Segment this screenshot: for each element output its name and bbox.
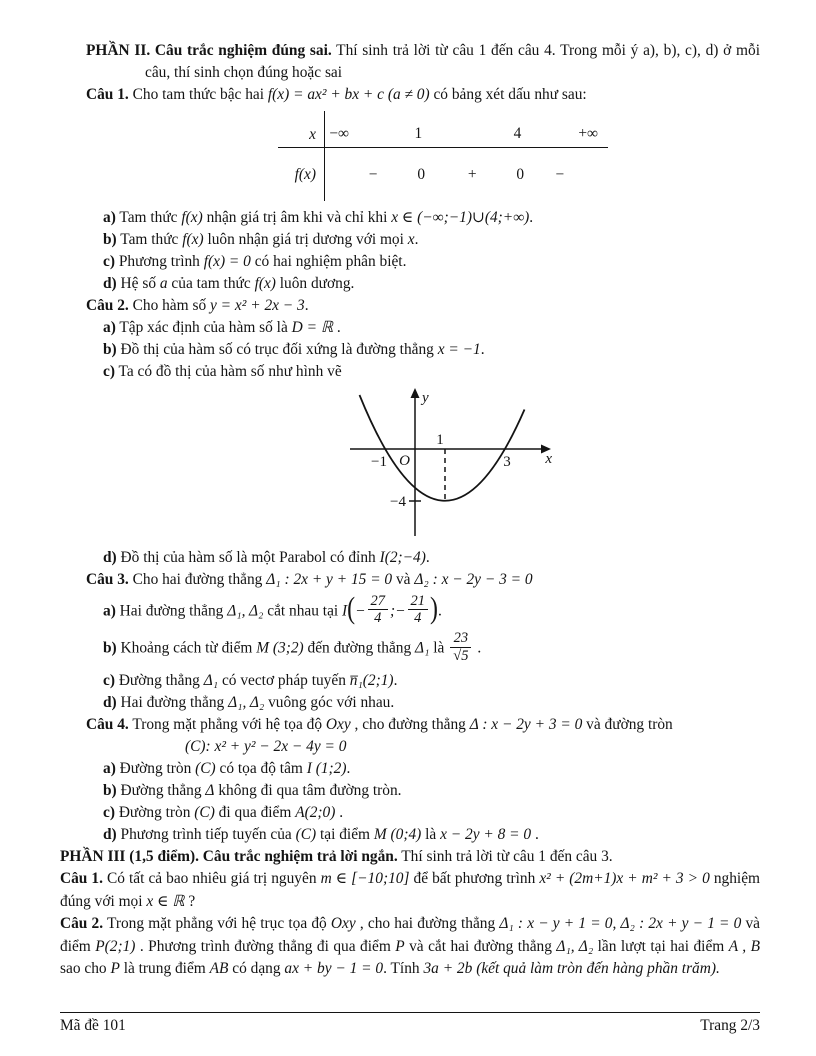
segment-bold: d) [103, 825, 117, 843]
segment-text: Trong mặt phẳng với hệ tọa độ [128, 715, 326, 733]
segment-math: 3a + 2b [423, 960, 473, 978]
segment-math: Δ₁, Δ₂ [228, 693, 265, 711]
segment-bold: Câu 1. [86, 86, 129, 103]
segment-math: Δ₁ [203, 671, 219, 689]
segment-text: lần lượt tại hai điểm [593, 937, 729, 955]
segment-math: ;− [390, 602, 406, 620]
segment-text: có vectơ pháp tuyến [218, 671, 350, 689]
segment-math: Δ₁ [415, 639, 430, 657]
segment-bold: a) [103, 602, 116, 620]
segment-math: I [342, 602, 348, 620]
segment-bold: PHẦN III (1,5 điểm). Câu trắc nghiệm trả lời ngắn. [60, 847, 398, 865]
segment-text: Đường tròn [114, 803, 195, 821]
segment-math: Δ [205, 781, 215, 799]
segment-bold: Câu 2. [60, 915, 104, 933]
segment-text: tại điểm [316, 825, 374, 843]
parabola-graph-svg [330, 387, 560, 545]
segment-bold: d) [103, 275, 117, 292]
question-line [60, 84, 760, 106]
segment-text: Có tất cả bao nhiêu giá trị nguyên [102, 870, 321, 888]
segment-text: Cho hàm số [128, 297, 210, 314]
statement-item [60, 824, 760, 846]
segment-bold: c) [103, 803, 115, 821]
sign-table-var-cell [278, 111, 325, 147]
segment-math: P(2;1) [95, 937, 136, 955]
segment-math: f(x) [254, 275, 276, 292]
var-label: x [309, 126, 316, 143]
segment-text: , cho đường thẳng [350, 715, 470, 733]
segment-bold: Câu 1. [60, 870, 103, 888]
segment-text: Trong mặt phẳng với hệ trục tọa độ [103, 915, 331, 933]
segment-italic: (kết quả làm tròn đến hàng phần trăm). [476, 960, 720, 978]
segment-text: nghiệm đúng với mọi [60, 870, 760, 910]
segment-text: . [437, 602, 442, 620]
segment-text: và cắt hai đường thẳng [404, 937, 557, 955]
segment-text: . [480, 341, 485, 358]
segment-bold: c) [103, 253, 115, 270]
segment-text: Đường thẳng [114, 671, 204, 689]
sign-table [278, 111, 608, 201]
segment-math: Oxy [330, 915, 356, 933]
fraction-denominator: 4 [368, 609, 389, 626]
question-paragraph [60, 868, 760, 913]
segment-math: (C) [194, 803, 215, 821]
statement-item [60, 229, 760, 251]
statement-item [60, 251, 760, 273]
equation-line [60, 736, 760, 758]
segment-math: Δ₁, Δ₂ [556, 937, 594, 955]
segment-text: . [333, 319, 341, 336]
segment-bold: Câu 4. [86, 715, 129, 733]
segment-text: Khoảng cách từ điểm [116, 639, 257, 657]
segment-bold: b) [103, 231, 117, 248]
graph-root-right-label: 3 [503, 454, 511, 470]
segment-math: x − 2y + 8 = 0 [440, 825, 532, 843]
segment-text: . [393, 671, 398, 689]
statement-item [60, 339, 760, 361]
segment-bold: b) [103, 341, 117, 358]
statement-item [60, 632, 760, 665]
segment-math: A(2;0) [295, 803, 336, 821]
segment-text: đến đường thẳng [303, 639, 416, 657]
segment-text: Cho tam thức bậc hai [128, 86, 268, 103]
fraction-numerator: 27 [370, 593, 386, 609]
segment-math: P [110, 960, 120, 978]
segment-text: có tọa độ tâm [215, 759, 307, 777]
sign-table-f-row [278, 148, 608, 201]
statement-item [60, 780, 760, 802]
segment-text: của tam thức [167, 275, 255, 292]
statement-item [60, 670, 760, 692]
segment-text: không đi qua tâm đường tròn. [214, 781, 402, 799]
fraction-denominator: √5 [450, 647, 471, 664]
sign-table-x-value: 4 [513, 125, 522, 142]
segment-math: M (0;4) [373, 825, 422, 843]
segment-text: Đường thẳng [116, 781, 206, 799]
segment-text: Đồ thị của hàm số có trục đối xứng là đường thẳng [116, 341, 438, 358]
segment-text: Hai đường thẳng [116, 693, 229, 711]
graph-vertex-x-label: 1 [436, 432, 444, 448]
segment-math: Oxy [325, 715, 351, 733]
segment-text: có bảng xét dấu như sau: [429, 86, 587, 103]
segment-math: Δ₁ : 2x + y + 15 = 0 [266, 571, 393, 588]
sign-table-x-value: −∞ [329, 125, 349, 142]
y-axis-arrow-icon [411, 388, 420, 398]
question-paragraph [60, 913, 760, 981]
segment-math: f(x) [181, 209, 203, 226]
segment-text: Đồ thị của hàm số là một Parabol có đỉnh [116, 549, 380, 566]
segment-text: Hai đường thẳng [115, 602, 228, 620]
sign-table-func-cell [278, 148, 325, 201]
statement-item [60, 692, 760, 714]
figure-parabola [330, 387, 560, 545]
segment-text: Hệ số [116, 275, 160, 292]
segment-text: và điểm [60, 915, 761, 955]
sign-table-x-values [325, 111, 608, 147]
segment-text: . [346, 759, 351, 777]
question-paragraph [60, 846, 760, 869]
segment-bold: Câu 2. [86, 297, 129, 314]
page-footer [60, 1012, 760, 1036]
statement-item [60, 758, 760, 780]
part2-part3-content [60, 547, 760, 981]
sign-table-x-value: +∞ [578, 125, 599, 142]
segment-math: Δ₁, Δ₂ [227, 602, 264, 620]
segment-text: là trung điểm [119, 960, 210, 978]
statement-item [60, 207, 760, 229]
fraction-numerator: 21 [410, 593, 426, 609]
segment-text: . Tính [383, 960, 424, 978]
segment-text: đi qua điểm [214, 803, 296, 821]
graph-root-left-label: −1 [371, 454, 387, 470]
sign-table-x-row [278, 111, 608, 148]
segment-math: f(x) [182, 231, 204, 248]
paren-icon: ) [430, 591, 438, 626]
question-line [60, 714, 760, 736]
segment-math: (C): x² + y² − 2x − 4y = 0 [185, 737, 347, 755]
segment-bold: a) [103, 319, 116, 336]
graph-x-label: x [545, 451, 552, 467]
segment-text: và [392, 571, 415, 588]
segment-math: − [355, 602, 366, 620]
sign-table-sign: − [555, 165, 565, 183]
segment-text: . [304, 297, 309, 314]
statement-item [60, 273, 760, 295]
segment-math: x ∈ (−∞;−1)∪(4;+∞) [391, 209, 530, 226]
statement-item [60, 361, 760, 383]
segment-math: P [395, 937, 405, 955]
page-number: Trang 2/3 [700, 1017, 760, 1034]
segment-text: và đường tròn [582, 715, 673, 733]
fraction-numerator: 23 [453, 630, 469, 647]
segment-text: luôn nhận giá trị dương với mọi [203, 231, 408, 248]
segment-bold: b) [103, 639, 117, 657]
question-line [60, 569, 760, 591]
exam-code: Mã đề 101 [60, 1017, 126, 1034]
segment-bold: a) [103, 759, 116, 777]
paren-icon: ( [347, 591, 356, 626]
statement-item [60, 317, 760, 339]
statement-item [60, 802, 760, 824]
segment-bold: Câu 3. [86, 571, 129, 588]
segment-text: nhận giá trị âm khi và chỉ khi [202, 209, 392, 226]
segment-text: để bất phương trình [409, 870, 540, 888]
segment-text: Tam thức [115, 209, 182, 226]
segment-math: x [407, 231, 415, 248]
part2-questions [60, 207, 760, 383]
sign-table-f-signs [325, 148, 608, 201]
segment-math: A , B [728, 937, 760, 955]
segment-math: x ∈ ℝ [146, 892, 185, 910]
segment-math: (C) [195, 759, 216, 777]
statement-item [60, 547, 760, 569]
segment-math: (C) [295, 825, 317, 843]
segment-text: ? [184, 892, 196, 910]
sign-table-sign: 0 [516, 165, 525, 183]
segment-math: a [159, 275, 168, 292]
fraction [406, 593, 431, 626]
segment-bold: c) [103, 363, 115, 380]
sign-table-sign: − [368, 165, 378, 183]
statement-item [60, 591, 760, 628]
segment-math: AB [209, 960, 229, 978]
segment-text: , cho hai đường thẳng [355, 915, 500, 933]
segment-text: . [529, 209, 534, 226]
segment-bold: d) [103, 693, 117, 711]
segment-text: có dạng [228, 960, 285, 978]
segment-text: Ta có đồ thị của hàm số như hình vẽ [114, 363, 342, 380]
segment-text: luôn dương. [275, 275, 355, 292]
segment-math: f(x) = 0 [203, 253, 251, 270]
segment-math: ax + by − 1 = 0 [284, 960, 384, 978]
segment-text: Tập xác định của hàm số là [115, 319, 292, 336]
segment-text: vuông góc với nhau. [264, 693, 395, 711]
segment-math: f(x) = ax² + bx + c (a ≠ 0) [267, 86, 430, 103]
segment-text: . Phương trình đường thẳng đi qua điểm [135, 937, 396, 955]
func-label: f(x) [294, 165, 316, 183]
segment-text: Thí sinh trả lời từ câu 1 đến câu 3. [397, 847, 613, 865]
segment-bold: a) [103, 209, 116, 226]
footer-spacer [60, 981, 760, 1010]
graph-y-label: y [422, 390, 429, 406]
segment-text: . [473, 639, 482, 657]
segment-math: Δ₂ : x − 2y − 3 = 0 [414, 571, 533, 588]
segment-math: I(2;−4) [379, 549, 426, 566]
fraction-denominator: 4 [408, 609, 429, 626]
segment-math: M (3;2) [256, 639, 304, 657]
segment-text: Đường tròn [115, 759, 196, 777]
segment-text: Cho hai đường thẳng [128, 571, 267, 588]
segment-math: x = −1 [437, 341, 481, 358]
segment-bold: PHẦN II. Câu trắc nghiệm đúng sai. [86, 42, 332, 59]
segment-text: sao cho [60, 960, 111, 978]
graph-min-label: −4 [390, 494, 406, 510]
segment-math: x² + (2m+1)x + m² + 3 > 0 [539, 870, 710, 888]
part2-intro [60, 40, 760, 106]
segment-math: m ∈ [−10;10] [320, 870, 410, 888]
sign-table-sign: + [467, 165, 477, 183]
segment-math: Δ : x − 2y + 3 = 0 [469, 715, 583, 733]
segment-text: . [414, 231, 419, 248]
segment-text: Phương trình tiếp tuyến của [116, 825, 296, 843]
segment-text: . [335, 803, 344, 821]
sign-table-x-value: 1 [414, 125, 423, 142]
segment-bold: b) [103, 781, 117, 799]
segment-math: y = x² + 2x − 3 [210, 297, 305, 314]
section-heading [60, 40, 760, 84]
segment-text: Phương trình [114, 253, 204, 270]
segment-math: D = ℝ [291, 319, 334, 336]
segment-text: cắt nhau tại [263, 602, 343, 620]
fraction [448, 630, 473, 663]
segment-text: Thí sinh trả lời từ câu 1 đến câu 4. Trong mỗi ý a), b), c), d) ở mỗi câu, thí sinh chọn đúng hoặc sai [145, 42, 760, 81]
segment-text: là [429, 639, 449, 657]
fraction [366, 593, 391, 626]
segment-math: I (1;2) [306, 759, 347, 777]
graph-origin-label: O [399, 453, 410, 469]
question-line [60, 295, 760, 317]
segment-text: Tam thức [116, 231, 183, 248]
segment-math: Δ₁ : x − y + 1 = 0, Δ₂ : 2x + y − 1 = 0 [499, 915, 742, 933]
sign-table-sign: 0 [417, 165, 426, 183]
segment-text: là [421, 825, 441, 843]
segment-math: n̅₁(2;1) [349, 671, 394, 689]
segment-bold: c) [103, 671, 115, 689]
segment-text: . [531, 825, 539, 843]
segment-bold: d) [103, 549, 117, 566]
segment-text: có hai nghiệm phân biệt. [250, 253, 407, 270]
segment-text: . [425, 549, 430, 566]
